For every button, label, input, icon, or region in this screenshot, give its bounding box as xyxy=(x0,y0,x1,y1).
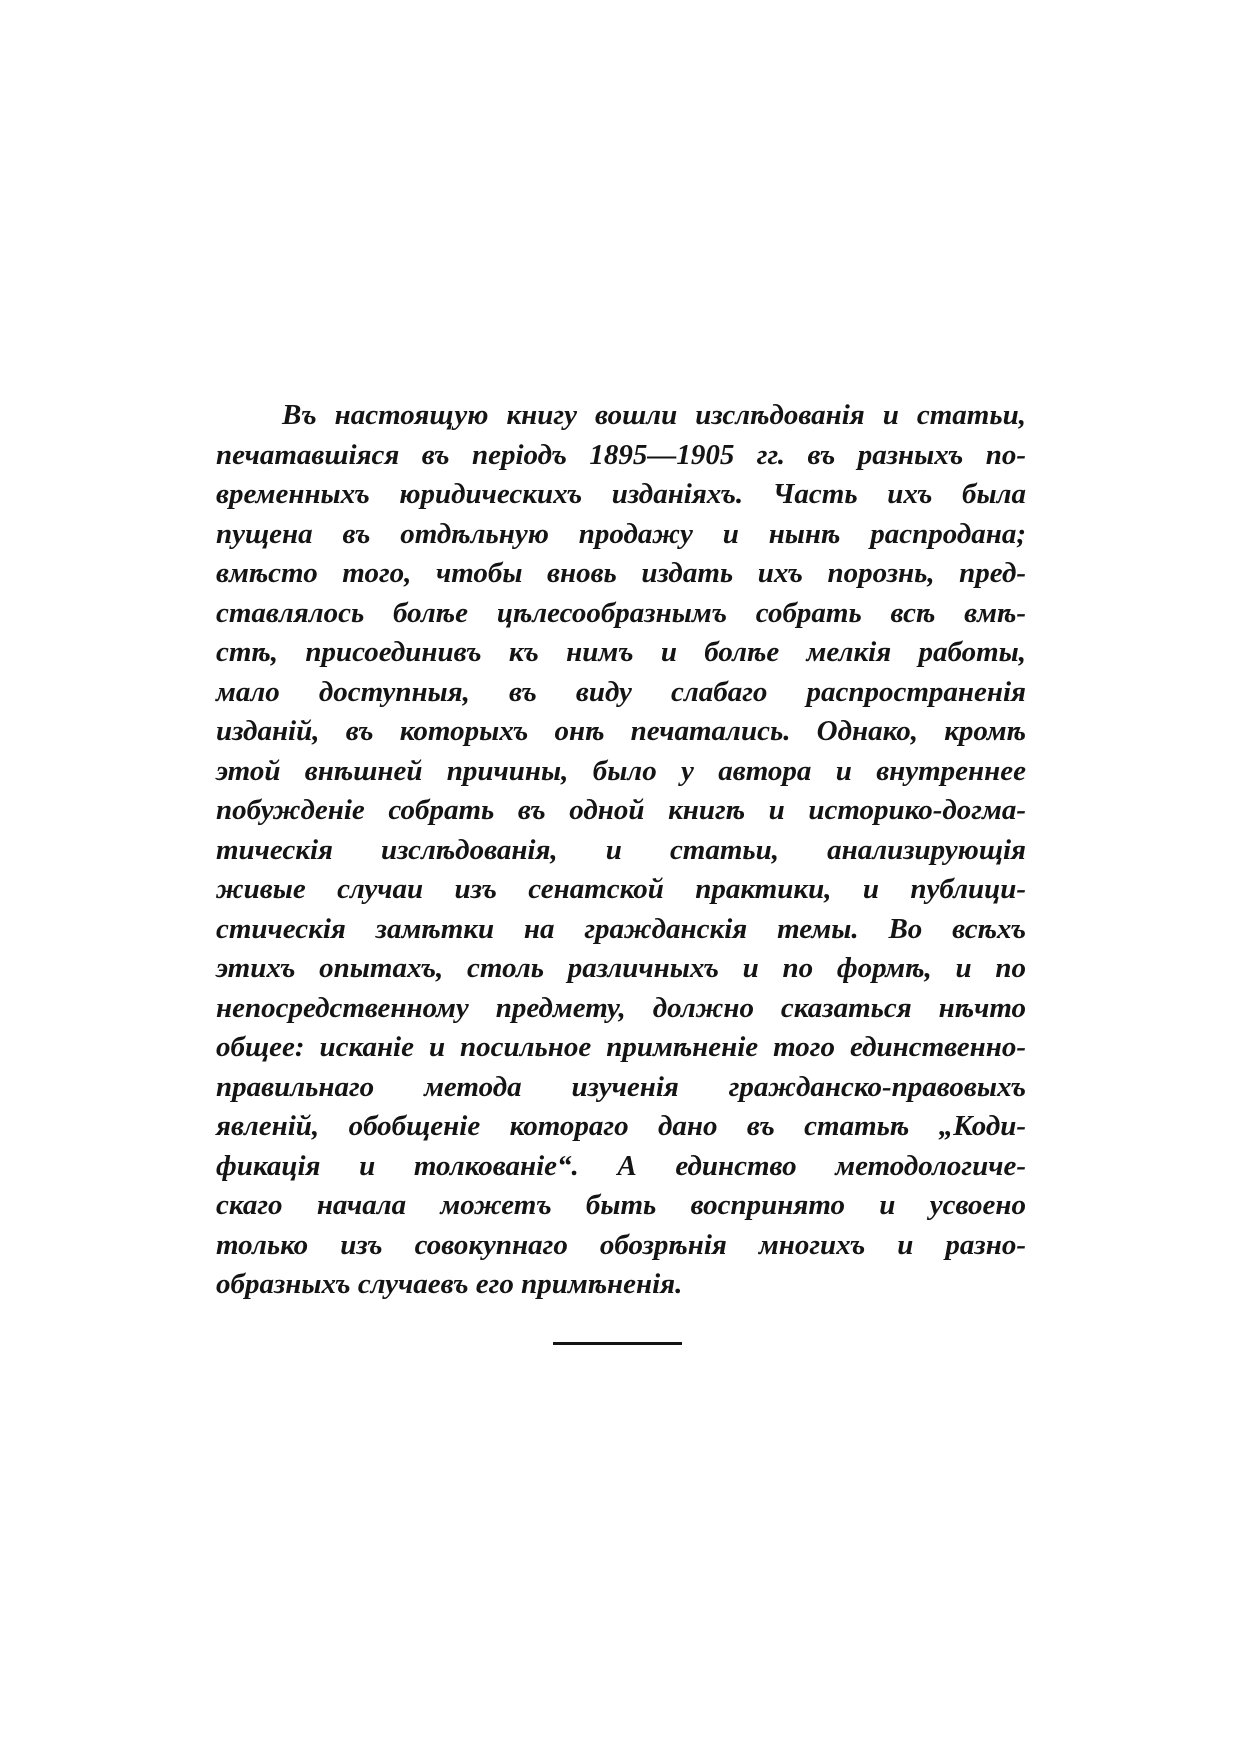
text-line: фикація и толкованіе“. А единство методологиче- xyxy=(216,1149,1026,1182)
text-line: скаго начала можетъ быть воспринято и усвоено xyxy=(216,1189,1026,1221)
paragraph xyxy=(216,396,1026,1305)
text-line: непосредственному предмету, должно сказаться нѣчто xyxy=(216,991,1026,1024)
text-line: Въ настоящую книгу вошли изслѣдованія и статьи, xyxy=(282,399,1026,431)
text-line: побужденіе собрать въ одной книгѣ и историко-догма- xyxy=(216,794,1026,826)
text-line: образныхъ случаевъ его примѣненія. xyxy=(216,1268,683,1300)
text-line: печатавшіяся въ періодъ 1895—1905 гг. въ разныхъ по- xyxy=(216,438,1026,471)
text-line: вмѣсто того, чтобы вновь издать ихъ порознь, пред- xyxy=(216,557,1026,589)
text-line: стѣ, присоединивъ къ нимъ и болѣе мелкія работы, xyxy=(216,636,1026,668)
text-line: ставлялось болѣе цѣлесообразнымъ собрать всѣ вмѣ- xyxy=(216,596,1026,629)
section-divider xyxy=(553,1342,682,1345)
text-line: тическія изслѣдованія, и статьи, анализирующія xyxy=(216,833,1026,866)
text-line: этихъ опытахъ, столь различныхъ и по формѣ, и по xyxy=(216,952,1026,984)
text-line: живые случаи изъ сенатской практики, и публици- xyxy=(216,873,1026,905)
text-line: изданій, въ которыхъ онѣ печатались. Однако, кромѣ xyxy=(216,715,1026,747)
text-line: мало доступныя, въ виду слабаго распространенія xyxy=(216,675,1026,708)
text-line: временныхъ юридическихъ изданіяхъ. Часть ихъ была xyxy=(216,478,1026,510)
text-line: этой внѣшней причины, было у автора и внутреннее xyxy=(216,754,1026,787)
text-line: правильнаго метода изученія гражданско-правовыхъ xyxy=(216,1070,1026,1103)
text-line: явленій, обобщеніе котораго дано въ статьѣ „Коди- xyxy=(216,1110,1026,1142)
text-line: пущена въ отдѣльную продажу и нынѣ распродана; xyxy=(216,517,1026,550)
text-line: общее: исканіе и посильное примѣненіе того единственно- xyxy=(216,1031,1026,1063)
text-line: только изъ совокупнаго обозрѣнія многихъ и разно- xyxy=(216,1228,1026,1261)
text-line: стическія замѣтки на гражданскія темы. Во всѣхъ xyxy=(216,912,1026,945)
